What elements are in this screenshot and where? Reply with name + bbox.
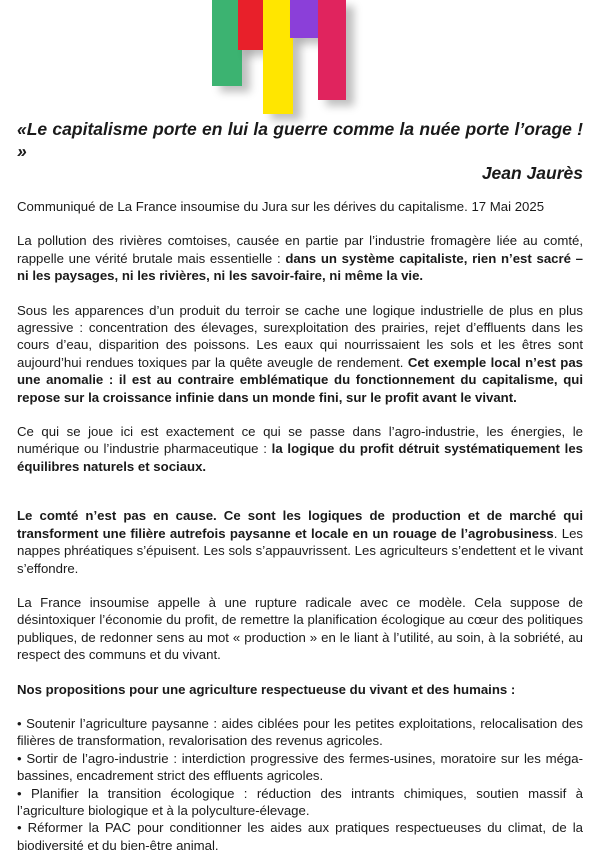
proposals-list [17,715,583,854]
paragraph-5: La France insoumise appelle à une rupture radicale avec ce modèle. Cela suppose de désintoxiquer l’économie du profit, de remettre la planification écologique au cœur des politiques publiques, de redonner sens au mot « production » en le liant à l’utilité, au soin, à la sobriété, au respect des communs et du vivant. [17,594,583,663]
bold-text: dans un système capitaliste, rien n’est sacré – ni les paysages, ni les rivières, ni les savoir-faire, ni même la vie. [17,250,584,284]
bold-text: la logique du profit détruit systématiquement les équilibres naturels et sociaux. [17,441,583,474]
text: Sous les apparences d’un produit du terroir se cache une logique industrielle de plus en plus agressive : concentration des élevages, surexploitation des prairies, rejet d’effluents dans les cours d’eau, disparition des poissons. Les eaux qui nourrissaient les sols et les êtres sont aujourd’hui rendues toxiques par la quête aveugle de rendement. [17,302,583,370]
paragraph-2 [17,302,583,406]
quote-author: Jean Jaurès [481,163,583,183]
paragraph-4 [17,507,583,577]
list-item: • Planifier la transition écologique : réduction des intrants chimiques, soutien massif à l’agriculture biologique et à la polyculture-élevage. [17,785,583,818]
proposals-heading [17,681,583,698]
list-item: • Soutenir l’agriculture paysanne : aides ciblées pour les petites exploitations, relocalisation des filières de transformation, revalorisation des revenus agricoles. [17,715,583,749]
paragraph-1 [17,232,583,284]
logo-bar-yellow [263,0,293,114]
bold-text: Cet exemple local n’est pas une anomalie : il est au contraire emblématique du fonctionnement du capitalisme, qui repose sur la croissance infinie dans un monde fini, sur le profit avant le vivant. [17,354,584,405]
logo [0,0,600,120]
paragraph-3 [17,423,583,475]
bold-text: Le comté n’est pas en cause. Ce sont les logiques de production et de marché qui transforment une filière autrefois paysanne et locale en un rouage de l’agrobusiness [17,508,583,541]
text: . Les nappes phréatiques s’épuisent. Les sols s’appauvrissent. Les agriculteurs s’endettent et le vivant s’effondre. [17,525,584,576]
logo-bar-purple [290,0,320,38]
intro-line: Communiqué de La France insoumise du Jura sur les dérives du capitalisme. 17 Mai 2025 [17,199,545,214]
text: La pollution des rivières comtoises, causée en partie par l’industrie fromagère liée au comté, rappelle une vérité brutale mais essentielle : [17,233,583,266]
text: Ce qui se joue ici est exactement ce qui se passe dans l’agro-industrie, les énergies, le numérique ou l’industrie pharmaceutique : [17,424,583,457]
logo-bar-pink [318,0,346,100]
heading-text: Nos propositions pour une agriculture respectueuse du vivant et des humains : [17,681,516,697]
quote: «Le capitalisme porte en lui la guerre comme la nuée porte l’orage ! » [17,119,583,161]
list-item: • Réformer la PAC pour conditionner les aides aux pratiques respectueuses du climat, de la biodiversité et du bien-être animal. [17,820,583,853]
document-body [17,118,583,854]
list-item: • Sortir de l’agro-industrie : interdiction progressive des fermes-usines, moratoire sur les méga-bassines, encadrement strict des effluents agricoles. [17,750,583,784]
